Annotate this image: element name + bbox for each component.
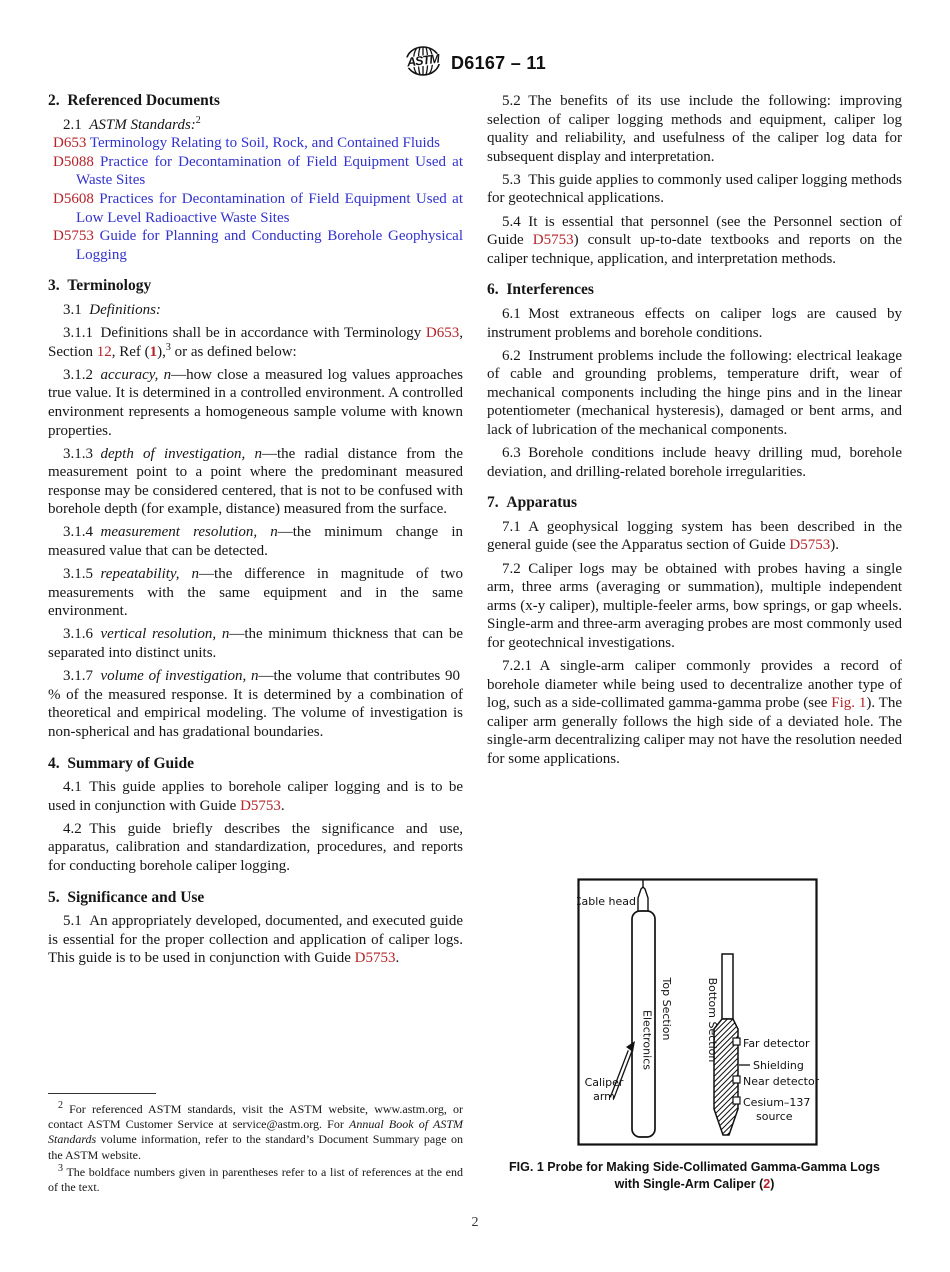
- section-heading: [48, 755, 463, 774]
- footnote-separator: [48, 1093, 156, 1094]
- paragraph: [48, 565, 463, 621]
- paragraph: [48, 324, 463, 361]
- astm-logo-icon: [404, 44, 442, 83]
- figure-label-cable-head: Cable head: [577, 895, 636, 908]
- paragraph: [487, 347, 902, 440]
- text-segment: 5.4 It is essential that personnel (see the Personnel section of Guide: [487, 213, 902, 249]
- caption-close-paren: ): [770, 1176, 775, 1191]
- figure-caption: [487, 1159, 902, 1192]
- footnote: [48, 1162, 463, 1195]
- doc-link[interactable]: D5753: [789, 537, 831, 554]
- text-segment: 3.1.7: [63, 668, 101, 685]
- text-segment: 5. Significance and Use: [48, 888, 205, 906]
- text-segment: 3.1.1 Definitions shall be in accordance with Terminology: [63, 325, 426, 342]
- doc-link[interactable]: D5753: [53, 228, 94, 245]
- paragraph: [48, 445, 463, 519]
- text-segment: 3: [58, 1162, 63, 1174]
- doc-link[interactable]: 12: [96, 343, 112, 360]
- text-segment: Terminology Relating to Soil, Rock, and Contained Fluids: [89, 135, 441, 152]
- figure-label-top-section: Top Section: [660, 977, 673, 1041]
- doc-link[interactable]: D5608: [53, 190, 94, 207]
- reference-item: [48, 134, 463, 153]
- footnotes-block: [48, 1093, 463, 1195]
- doc-link[interactable]: D653: [425, 325, 460, 342]
- text-segment: ). The caliper arm generally follows the high side of a deviated hole. The single-arm decentralizing caliper may not have the resolution needed for some applications.: [487, 695, 902, 767]
- figure-1: [577, 878, 819, 1153]
- text-segment: —the radial distance from the measurement point to a point where the predominant measured response may be considered centered, that is not to be confused with borehole depth (for example, distance) measured from the surface.: [48, 445, 463, 518]
- section-heading: [48, 889, 463, 908]
- probe-bottom-stem: [722, 954, 733, 1019]
- section-heading: [48, 92, 463, 111]
- text-segment: 4.2 This guide briefly describes the significance and use, apparatus, calibration and standardization, procedures, and reports for conducting borehole caliper logging.: [48, 820, 463, 874]
- text-segment: 3.1.2: [63, 366, 101, 383]
- paragraph: [48, 912, 463, 968]
- doc-link[interactable]: D5753: [354, 950, 396, 967]
- doc-link[interactable]: 1: [149, 343, 158, 360]
- text-segment: .: [395, 950, 400, 967]
- figure-label-arm: arm: [593, 1090, 615, 1103]
- paragraph: [48, 116, 463, 135]
- figure-label-cesium-137: Cesium–137: [743, 1096, 811, 1109]
- paragraph: [48, 523, 463, 560]
- text-segment: 6.1 Most extraneous effects on caliper logs are caused by instrument problems and borehole conditions.: [487, 305, 902, 341]
- standard-designation: D6167 – 11: [450, 53, 547, 73]
- text-segment: Practice for Decontamination of Field Equipment Used at Waste Sites: [76, 153, 463, 189]
- text-segment: , Section: [48, 325, 463, 360]
- text-segment: 2: [195, 114, 201, 126]
- text-segment: volume of investigation, n: [100, 668, 259, 685]
- text-segment: or as defined below:: [170, 343, 297, 360]
- reference-item: [48, 190, 463, 227]
- paragraph: [48, 366, 463, 440]
- figure-label-caliper: Caliper: [584, 1076, 624, 1089]
- text-segment: The boldface numbers given in parentheses refer to a list of references at the end of the text.: [48, 1164, 463, 1195]
- far-detector-marker: [733, 1038, 740, 1045]
- text-segment: 5.2 The benefits of its use include the following: improving selection of caliper logging methods and equipment, caliper log quality and reliability, and usefulness of the caliper log data for subsequent display and interpretation.: [487, 93, 902, 165]
- text-segment: 4.1 This guide applies to borehole caliper logging and is to be used in conjunction with Guide: [48, 779, 463, 814]
- text-segment: volume information, refer to the standard’s Document Summary page on the ASTM website.: [48, 1132, 463, 1162]
- caption-line1: FIG. 1 Probe for Making Side-Collimated Gamma-Gamma Logs: [509, 1160, 880, 1174]
- text-segment: vertical resolution, n: [100, 626, 230, 643]
- paragraph: [48, 667, 463, 741]
- text-segment: 3. Terminology: [48, 277, 152, 295]
- text-segment: Practices for Decontamination of Field Equipment Used at Low Level Radioactive Waste Sites: [76, 190, 463, 226]
- cesium-source-marker: [733, 1097, 740, 1104]
- figure-label-electronics: Electronics: [640, 1010, 654, 1070]
- doc-link[interactable]: D5088: [53, 153, 94, 170]
- text-segment: —the difference in magnitude of two measurements with the same equipment and in the same environment.: [48, 566, 463, 620]
- text-segment: 5.1 An appropriately developed, documented, and executed guide is essential for the proper collection and application of caliper logs. This guide is to be used in conjunction with Guide: [48, 913, 463, 967]
- text-segment: 2: [58, 1100, 63, 1111]
- paragraph: [487, 92, 902, 166]
- paragraph: [48, 778, 463, 815]
- text-segment: ),: [157, 343, 166, 360]
- doc-link[interactable]: D5753: [532, 232, 574, 249]
- text-segment: ).: [830, 537, 839, 554]
- text-segment: 4. Summary of Guide: [48, 754, 194, 772]
- paragraph: [487, 560, 902, 653]
- figure-label-near-detector: Near detector: [743, 1075, 819, 1088]
- text-segment: 3.1: [63, 301, 90, 318]
- text-segment: 5.3 This guide applies to commonly used caliper logging methods for geotechnical applications.: [487, 171, 902, 207]
- paragraph: [48, 820, 463, 876]
- doc-link[interactable]: D5753: [240, 797, 281, 814]
- text-segment: , Ref (: [111, 343, 150, 360]
- figure-label-shielding: Shielding: [753, 1059, 804, 1072]
- section-heading: [487, 281, 902, 300]
- page-number: 2: [471, 1215, 479, 1230]
- right-column: [487, 92, 902, 769]
- paragraph: [487, 444, 902, 481]
- paragraph: [487, 305, 902, 342]
- text-segment: 3.1.4: [63, 524, 101, 541]
- document-header: [0, 44, 950, 83]
- text-segment: 7.1 A geophysical logging system has been described in the general guide (see the Apparatus section of Guide: [487, 518, 902, 554]
- text-segment: For referenced ASTM standards, visit the ASTM website, www.astm.org, or contact ASTM Customer Service at service@astm.org. For: [48, 1102, 463, 1132]
- text-segment: 3.1.5: [63, 566, 101, 583]
- svg-text:ASTM: ASTM: [406, 51, 440, 70]
- figure-label-bottom-section: Bottom Section: [706, 977, 719, 1063]
- left-column: [48, 92, 463, 968]
- text-segment: 2. Referenced Documents: [48, 92, 220, 109]
- paragraph: [48, 301, 463, 320]
- paragraph: [48, 625, 463, 662]
- text-segment: —the minimum change in measured value that can be detected.: [48, 524, 463, 560]
- text-segment: ASTM Standards:: [89, 116, 196, 133]
- text-segment: —how close a measured log values approaches true value. It is determined in a controlled environment. A controlled environment represents a homogeneous sample volume with known properties.: [48, 366, 463, 439]
- text-segment: ) consult up-to-date textbooks and reports on the caliper technique, application, and interpretation methods.: [487, 232, 902, 267]
- text-segment: —the volume that contributes 90 % of the measured response. It is determined by a combination of theoretical and empirical modeling. The volume of investigation is non-spherical and has gradational boundaries.: [48, 668, 463, 740]
- footnote: [48, 1102, 463, 1163]
- text-segment: 3: [165, 341, 171, 353]
- figure-label-far-detector: Far detector: [743, 1037, 810, 1050]
- figure-label-source: source: [756, 1110, 793, 1123]
- paragraph: [487, 657, 902, 769]
- paragraph: [487, 518, 902, 555]
- doc-link[interactable]: D653: [53, 135, 87, 152]
- text-segment: 6.2 Instrument problems include the following: electrical leakage of cable and grounding problems, temperature drift, wear of mechanical components including the hinge pins and in the linear potentiometer (mechanical hysteresis), damaged or bent arms, and lack of lubrication of the mechanical components.: [487, 347, 902, 438]
- text-segment: repeatability, n: [100, 566, 200, 583]
- text-segment: 6. Interferences: [487, 281, 594, 299]
- text-segment: 3.1.3: [63, 445, 101, 462]
- text-segment: —the minimum thickness that can be separated into distinct units.: [48, 626, 463, 662]
- text-segment: depth of investigation, n: [100, 445, 262, 462]
- text-segment: 2.1: [63, 116, 90, 133]
- text-segment: 7. Apparatus: [487, 494, 578, 512]
- text-segment: 7.2.1 A single-arm caliper commonly provides a record of borehole diameter while being used to decentralize another type of log, such as a side-collimated gamma-gamma probe (see: [487, 658, 902, 712]
- text-segment: 3.1.6: [63, 626, 101, 643]
- text-segment: .: [280, 797, 285, 814]
- text-segment: 6.3 Borehole conditions include heavy drilling mud, borehole deviation, and drilling-related borehole irregularities.: [487, 445, 902, 480]
- section-heading: [48, 277, 463, 296]
- text-segment: measurement resolution, n: [100, 524, 278, 541]
- doc-link[interactable]: Fig. 1: [831, 695, 867, 712]
- text-segment: Guide for Planning and Conducting Borehole Geophysical Logging: [76, 228, 464, 263]
- reference-item: [48, 153, 463, 190]
- paragraph: [487, 171, 902, 208]
- near-detector-marker: [733, 1076, 740, 1083]
- section-heading: [487, 494, 902, 513]
- text-segment: Definitions:: [89, 301, 161, 318]
- reference-item: [48, 227, 463, 264]
- text-segment: accuracy, n: [100, 366, 172, 383]
- reference-2-link[interactable]: 2: [763, 1176, 771, 1191]
- paragraph: [487, 213, 902, 269]
- text-segment: Annual Book of ASTM Standards: [48, 1117, 464, 1147]
- text-segment: 7.2 Caliper logs may be obtained with probes having a single arm, three arms (averaging or summation), multiple independent arms (x-y caliper), multiple-feeler arms, bow springs, or gap wheels. Single-arm and three-arm averaging probes are most commonly used for geotechnical investigations.: [487, 560, 902, 651]
- caption-line2-text: with Single-Arm Caliper (: [614, 1176, 764, 1191]
